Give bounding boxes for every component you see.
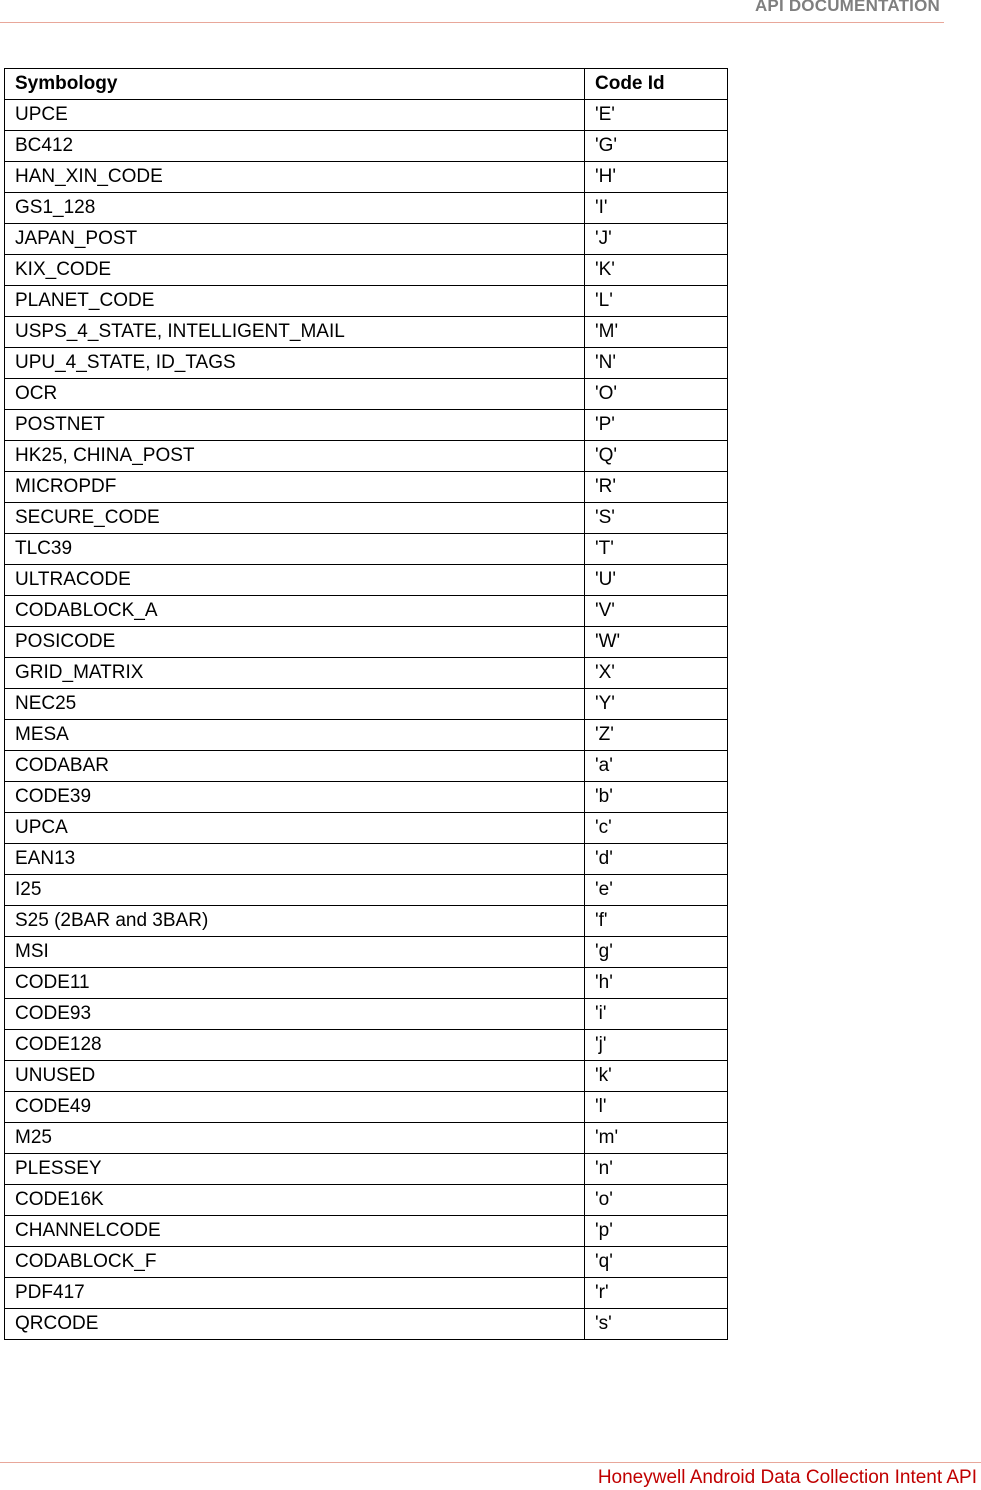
code-id-cell: 'G' — [585, 131, 728, 162]
table-row — [5, 348, 728, 379]
code-id-cell: 'Y' — [585, 689, 728, 720]
code-id-cell: 'K' — [585, 255, 728, 286]
code-id-cell: 'L' — [585, 286, 728, 317]
symbology-cell: POSTNET — [5, 410, 585, 441]
symbology-cell: CODE16K — [5, 1185, 585, 1216]
symbology-cell: MICROPDF — [5, 472, 585, 503]
table-row — [5, 286, 728, 317]
symbology-cell: OCR — [5, 379, 585, 410]
header-divider — [0, 22, 944, 23]
code-id-cell: 'd' — [585, 844, 728, 875]
code-id-cell: 'n' — [585, 1154, 728, 1185]
code-id-cell: 'Q' — [585, 441, 728, 472]
table-row — [5, 193, 728, 224]
code-id-cell: 'R' — [585, 472, 728, 503]
table-row — [5, 1030, 728, 1061]
code-id-cell: 'Z' — [585, 720, 728, 751]
symbology-cell: PDF417 — [5, 1278, 585, 1309]
symbology-cell: KIX_CODE — [5, 255, 585, 286]
code-id-cell: 'T' — [585, 534, 728, 565]
table-row — [5, 1278, 728, 1309]
symbology-cell: NEC25 — [5, 689, 585, 720]
code-id-cell: 'r' — [585, 1278, 728, 1309]
table-row — [5, 162, 728, 193]
code-id-cell: 'a' — [585, 751, 728, 782]
symbology-cell: CODE128 — [5, 1030, 585, 1061]
code-id-cell: 'H' — [585, 162, 728, 193]
symbology-cell: POSICODE — [5, 627, 585, 658]
symbology-cell: BC412 — [5, 131, 585, 162]
table-row — [5, 1061, 728, 1092]
table-row — [5, 565, 728, 596]
code-id-cell: 'X' — [585, 658, 728, 689]
symbology-cell: CODE93 — [5, 999, 585, 1030]
symbology-cell: UPCA — [5, 813, 585, 844]
code-id-cell: 'q' — [585, 1247, 728, 1278]
symbology-cell: SECURE_CODE — [5, 503, 585, 534]
code-id-cell: 'c' — [585, 813, 728, 844]
code-id-cell: 'W' — [585, 627, 728, 658]
code-id-cell: 'h' — [585, 968, 728, 999]
symbology-cell: GS1_128 — [5, 193, 585, 224]
code-id-cell: 'N' — [585, 348, 728, 379]
code-id-cell: 'M' — [585, 317, 728, 348]
code-id-cell: 'I' — [585, 193, 728, 224]
table-row — [5, 627, 728, 658]
table-row — [5, 906, 728, 937]
table-row — [5, 1309, 728, 1340]
symbology-code-table — [4, 68, 728, 1340]
symbology-cell: USPS_4_STATE, INTELLIGENT_MAIL — [5, 317, 585, 348]
table-row — [5, 379, 728, 410]
code-id-cell: 'p' — [585, 1216, 728, 1247]
code-id-cell: 'j' — [585, 1030, 728, 1061]
table-row — [5, 751, 728, 782]
table-header-row — [5, 69, 728, 100]
table-row — [5, 844, 728, 875]
symbology-table-container — [4, 68, 728, 1340]
symbology-cell: CODABLOCK_F — [5, 1247, 585, 1278]
symbology-cell: GRID_MATRIX — [5, 658, 585, 689]
symbology-cell: MESA — [5, 720, 585, 751]
code-id-cell: 'e' — [585, 875, 728, 906]
symbology-cell: CODE49 — [5, 1092, 585, 1123]
table-row — [5, 1123, 728, 1154]
column-header-symbology: Symbology — [5, 69, 585, 100]
symbology-cell: UPU_4_STATE, ID_TAGS — [5, 348, 585, 379]
symbology-cell: PLANET_CODE — [5, 286, 585, 317]
table-row — [5, 441, 728, 472]
code-id-cell: 'i' — [585, 999, 728, 1030]
table-row — [5, 720, 728, 751]
page-header-title: API DOCUMENTATION — [754, 0, 940, 15]
code-id-cell: 'b' — [585, 782, 728, 813]
symbology-cell: PLESSEY — [5, 1154, 585, 1185]
code-id-cell: 'm' — [585, 1123, 728, 1154]
code-id-cell: 'E' — [585, 100, 728, 131]
symbology-cell: S25 (2BAR and 3BAR) — [5, 906, 585, 937]
code-id-cell: 's' — [585, 1309, 728, 1340]
table-row — [5, 875, 728, 906]
symbology-cell: M25 — [5, 1123, 585, 1154]
symbology-cell: CODABLOCK_A — [5, 596, 585, 627]
code-id-cell: 'k' — [585, 1061, 728, 1092]
table-body — [5, 100, 728, 1340]
symbology-cell: CHANNELCODE — [5, 1216, 585, 1247]
code-id-cell: 'U' — [585, 565, 728, 596]
table-row — [5, 131, 728, 162]
table-row — [5, 100, 728, 131]
code-id-cell: 'f' — [585, 906, 728, 937]
table-row — [5, 317, 728, 348]
table-row — [5, 968, 728, 999]
table-row — [5, 255, 728, 286]
table-row — [5, 1154, 728, 1185]
table-row — [5, 937, 728, 968]
code-id-cell: 'P' — [585, 410, 728, 441]
code-id-cell: 'g' — [585, 937, 728, 968]
table-row — [5, 658, 728, 689]
table-row — [5, 224, 728, 255]
symbology-cell: TLC39 — [5, 534, 585, 565]
symbology-cell: CODE11 — [5, 968, 585, 999]
symbology-cell: CODABAR — [5, 751, 585, 782]
code-id-cell: 'o' — [585, 1185, 728, 1216]
symbology-cell: UNUSED — [5, 1061, 585, 1092]
code-id-cell: 'V' — [585, 596, 728, 627]
symbology-cell: EAN13 — [5, 844, 585, 875]
symbology-cell: CODE39 — [5, 782, 585, 813]
symbology-cell: MSI — [5, 937, 585, 968]
code-id-cell: 'O' — [585, 379, 728, 410]
symbology-cell: JAPAN_POST — [5, 224, 585, 255]
table-row — [5, 1247, 728, 1278]
table-row — [5, 999, 728, 1030]
table-row — [5, 1092, 728, 1123]
symbology-cell: ULTRACODE — [5, 565, 585, 596]
page-footer-title: Honeywell Android Data Collection Intent API — [597, 1467, 977, 1488]
table-row — [5, 472, 728, 503]
table-row — [5, 1216, 728, 1247]
column-header-code-id: Code Id — [585, 69, 728, 100]
table-row — [5, 596, 728, 627]
code-id-cell: 'J' — [585, 224, 728, 255]
table-row — [5, 782, 728, 813]
symbology-cell: HK25, CHINA_POST — [5, 441, 585, 472]
table-row — [5, 689, 728, 720]
symbology-cell: HAN_XIN_CODE — [5, 162, 585, 193]
code-id-cell: 'l' — [585, 1092, 728, 1123]
table-row — [5, 410, 728, 441]
table-row — [5, 813, 728, 844]
symbology-cell: UPCE — [5, 100, 585, 131]
table-row — [5, 503, 728, 534]
symbology-cell: QRCODE — [5, 1309, 585, 1340]
footer-divider — [0, 1462, 981, 1463]
code-id-cell: 'S' — [585, 503, 728, 534]
table-row — [5, 534, 728, 565]
table-row — [5, 1185, 728, 1216]
symbology-cell: I25 — [5, 875, 585, 906]
